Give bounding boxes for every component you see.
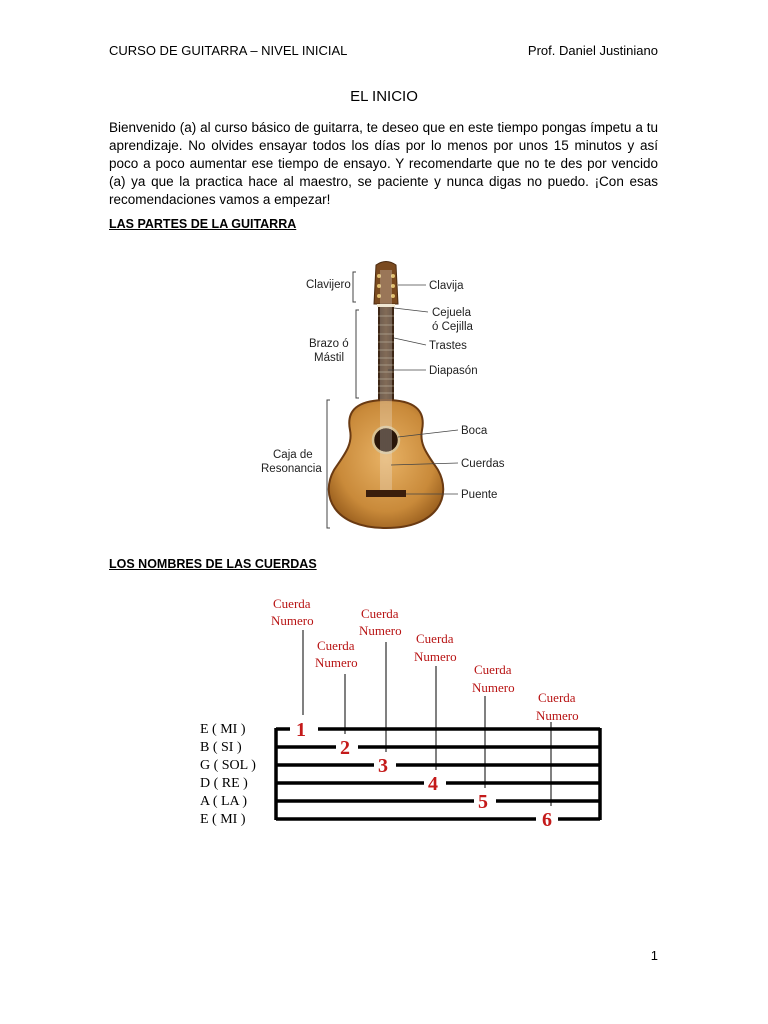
guitar-parts-diagram	[258, 250, 508, 540]
section-heading-strings: LOS NOMBRES DE LAS CUERDAS	[109, 557, 317, 571]
string-name-4: D ( RE )	[200, 776, 248, 791]
page-number: 1	[650, 948, 658, 963]
label-cejilla: ó Cejilla	[432, 321, 473, 333]
callout-numero-5: Numero	[472, 680, 515, 695]
label-trastes: Trastes	[429, 340, 467, 352]
string-number-4: 4	[428, 773, 438, 795]
label-cuerdas: Cuerdas	[461, 458, 505, 470]
label-diapason: Diapasón	[429, 365, 478, 377]
label-puente: Puente	[461, 489, 498, 501]
callout-cuerda-1: Cuerda	[273, 596, 311, 611]
callout-cuerda-5: Cuerda	[474, 662, 512, 677]
header-course-title: CURSO DE GUITARRA – NIVEL INICIAL	[109, 43, 348, 58]
headstock-shape	[374, 262, 398, 305]
page-title: EL INICIO	[350, 88, 418, 105]
callout-cuerda-6: Cuerda	[538, 690, 576, 705]
string-number-2: 2	[340, 737, 350, 759]
label-boca: Boca	[461, 425, 488, 437]
header-author: Prof. Daniel Justiniano	[527, 43, 658, 58]
label-clavijero: Clavijero	[306, 279, 351, 291]
label-caja: Caja de	[273, 449, 313, 461]
callout-numero-2: Numero	[315, 655, 358, 670]
string-number-1: 1	[296, 719, 306, 741]
callout-numero-3: Numero	[359, 623, 402, 638]
bridge-shape	[366, 490, 406, 497]
section-heading-parts: LAS PARTES DE LA GUITARRA	[109, 217, 297, 231]
callout-numero-1: Numero	[271, 613, 314, 628]
label-resonancia: Resonancia	[261, 463, 322, 475]
string-number-6: 6	[542, 809, 552, 831]
label-clavija: Clavija	[429, 280, 464, 292]
string-names-diagram	[196, 588, 616, 833]
callout-cuerda-4: Cuerda	[416, 631, 454, 646]
string-number-5: 5	[478, 791, 488, 813]
string-number-3: 3	[378, 755, 388, 777]
label-mastil: Mástil	[314, 352, 345, 364]
callout-cuerda-2: Cuerda	[317, 638, 355, 653]
label-brazo: Brazo ó	[309, 338, 349, 350]
string-name-2: B ( SI )	[200, 740, 242, 755]
label-cejuela: Cejuela	[432, 307, 471, 319]
callout-numero-4: Numero	[414, 649, 457, 664]
intro-paragraph: Bienvenido (a) al curso básico de guitarra, te deseo que en este tiempo pongas ímpetu a tu aprendizaje. No olvides ensayar todos los días por lo menos por unos 15 minutos y así poco a poco aumentar ese tiempo de ensayo. Y recomendarte que no te des por vencido (a) ya que la practica hace al maestro, se paciente y nunca digas no puedo. ¡Con esas recomendaciones vamos a empezar!	[109, 120, 658, 207]
string-name-6: E ( MI )	[200, 812, 246, 827]
callout-numero-6: Numero	[536, 708, 579, 723]
callout-cuerda-3: Cuerda	[361, 606, 399, 621]
string-name-1: E ( MI )	[200, 722, 246, 737]
string-name-3: G ( SOL )	[200, 758, 256, 773]
sound-hole-shape	[373, 427, 399, 453]
string-name-5: A ( LA )	[200, 794, 248, 809]
